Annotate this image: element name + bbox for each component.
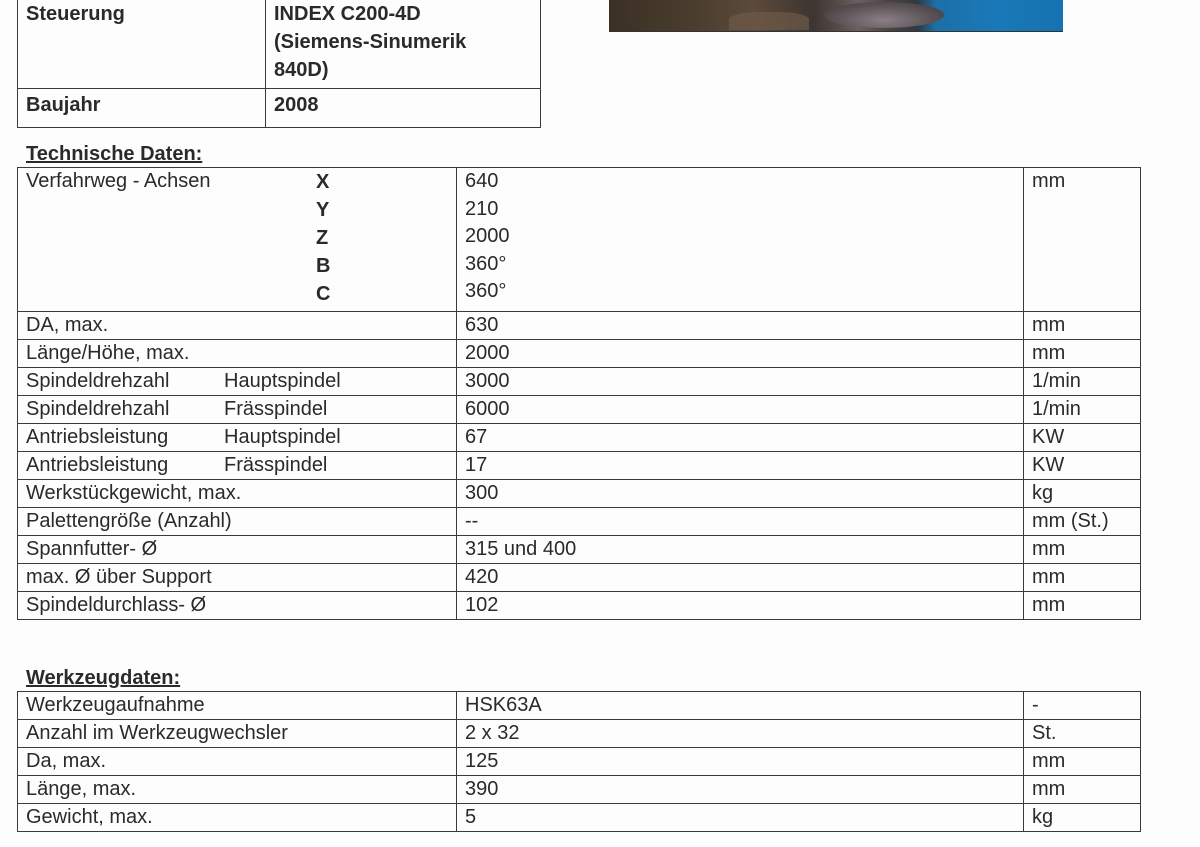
row-label: Länge/Höhe, max. — [26, 342, 190, 364]
row-label: max. Ø über Support — [26, 566, 212, 588]
row-label: Werkstückgewicht, max. — [26, 482, 242, 504]
label-cell: Länge, max. — [18, 776, 457, 804]
value-cell: 420 — [457, 564, 1024, 592]
row-sublabel: Frässpindel — [224, 454, 328, 476]
info-value-line: (Siemens-Sinumerik — [274, 31, 467, 53]
axis-letter: Z — [316, 227, 329, 249]
table-row — [18, 508, 1141, 536]
value-cell: 5 — [457, 804, 1024, 832]
table-row — [18, 368, 1141, 396]
unit-cell: mm — [1024, 564, 1141, 592]
unit-cell: KW — [1024, 424, 1141, 452]
value-cell: 17 — [457, 452, 1024, 480]
section-title-technical: Technische Daten: — [26, 143, 203, 165]
axis-letter: C — [316, 283, 331, 305]
table-row — [18, 564, 1141, 592]
table-row — [18, 424, 1141, 452]
info-value-line: 840D) — [274, 59, 329, 81]
value-cell: 315 und 400 — [457, 536, 1024, 564]
label-cell — [18, 536, 457, 564]
value-cell: 3000 — [457, 368, 1024, 396]
label-cell — [18, 592, 457, 620]
table-row — [18, 312, 1141, 340]
label-cell — [18, 368, 457, 396]
table-row — [18, 692, 1141, 720]
value-cell: 6000 — [457, 396, 1024, 424]
label-cell: Gewicht, max. — [18, 804, 457, 832]
technical-data-table — [17, 167, 1141, 620]
row-label: Spindeldrehzahl — [26, 398, 170, 420]
info-value — [266, 0, 541, 89]
label-cell — [18, 396, 457, 424]
row-sublabel: Hauptspindel — [224, 370, 341, 392]
unit-cell: - — [1024, 692, 1141, 720]
unit-cell: St. — [1024, 720, 1141, 748]
value-cell: 67 — [457, 424, 1024, 452]
label-cell — [18, 508, 457, 536]
axes-letters — [316, 168, 330, 308]
section-title-tooling: Werkzeugdaten: — [26, 667, 181, 689]
axis-value: 360° — [465, 252, 507, 275]
unit-cell: mm — [1024, 536, 1141, 564]
axes-values-cell — [457, 168, 1024, 312]
table-row — [18, 720, 1141, 748]
unit-cell: mm — [1024, 748, 1141, 776]
row-label: Spindeldurchlass- Ø — [26, 594, 207, 616]
row-label: DA, max. — [26, 314, 109, 336]
table-row-axes — [18, 168, 1141, 312]
row-sublabel: Frässpindel — [224, 398, 328, 420]
axis-letter: Y — [316, 199, 330, 221]
table-row — [18, 536, 1141, 564]
value-cell: 2000 — [457, 340, 1024, 368]
value-cell: 102 — [457, 592, 1024, 620]
unit-cell: 1/min — [1024, 368, 1141, 396]
axis-letter: B — [316, 255, 331, 277]
unit-cell: mm — [1024, 592, 1141, 620]
table-row — [18, 592, 1141, 620]
unit-cell: 1/min — [1024, 396, 1141, 424]
axis-letter: X — [316, 171, 330, 193]
unit-cell: mm — [1024, 776, 1141, 804]
table-row — [18, 748, 1141, 776]
machine-photo — [609, 0, 1063, 32]
label-cell: Werkzeugaufnahme — [18, 692, 457, 720]
machine-info-table — [17, 0, 541, 128]
unit-cell: mm (St.) — [1024, 508, 1141, 536]
row-label: Antriebsleistung — [26, 454, 169, 476]
info-value-line: INDEX C200-4D — [274, 3, 421, 25]
label-cell — [18, 424, 457, 452]
label-cell — [18, 480, 457, 508]
info-row-year — [18, 89, 541, 128]
info-row-control — [18, 0, 541, 89]
info-key: Baujahr — [18, 89, 266, 128]
value-cell: HSK63A — [457, 692, 1024, 720]
table-row — [18, 340, 1141, 368]
axis-value: 640 — [465, 170, 499, 192]
value-cell: 630 — [457, 312, 1024, 340]
axes-label-cell — [18, 168, 457, 312]
info-key: Steuerung — [18, 0, 266, 89]
row-label: Spindeldrehzahl — [26, 370, 170, 392]
unit-cell: kg — [1024, 804, 1141, 832]
label-cell — [18, 564, 457, 592]
unit-cell: KW — [1024, 452, 1141, 480]
value-cell: 300 — [457, 480, 1024, 508]
row-label: Palettengröße (Anzahl) — [26, 510, 232, 532]
table-row — [18, 480, 1141, 508]
value-cell: 125 — [457, 748, 1024, 776]
label-cell — [18, 312, 457, 340]
photo-detail — [824, 2, 944, 28]
axes-label: Verfahrweg - Achsen — [26, 170, 211, 192]
label-cell: Da, max. — [18, 748, 457, 776]
value-cell: -- — [457, 508, 1024, 536]
table-row — [18, 776, 1141, 804]
row-sublabel: Hauptspindel — [224, 426, 341, 448]
table-row — [18, 452, 1141, 480]
unit-cell: mm — [1024, 340, 1141, 368]
table-row — [18, 804, 1141, 832]
table-row — [18, 396, 1141, 424]
unit-cell: mm — [1024, 168, 1141, 312]
unit-cell: kg — [1024, 480, 1141, 508]
unit-cell: mm — [1024, 312, 1141, 340]
tooling-data-table — [17, 691, 1141, 832]
value-cell: 390 — [457, 776, 1024, 804]
label-cell: Anzahl im Werkzeugwechsler — [18, 720, 457, 748]
label-cell — [18, 340, 457, 368]
axis-value: 360° — [465, 280, 507, 302]
value-cell: 2 x 32 — [457, 720, 1024, 748]
photo-detail — [729, 12, 809, 30]
label-cell — [18, 452, 457, 480]
row-label: Antriebsleistung — [26, 426, 169, 448]
axis-value: 210 — [465, 197, 499, 220]
axis-value: 2000 — [465, 225, 510, 247]
row-label: Spannfutter- Ø — [26, 538, 158, 560]
info-value: 2008 — [266, 89, 541, 128]
